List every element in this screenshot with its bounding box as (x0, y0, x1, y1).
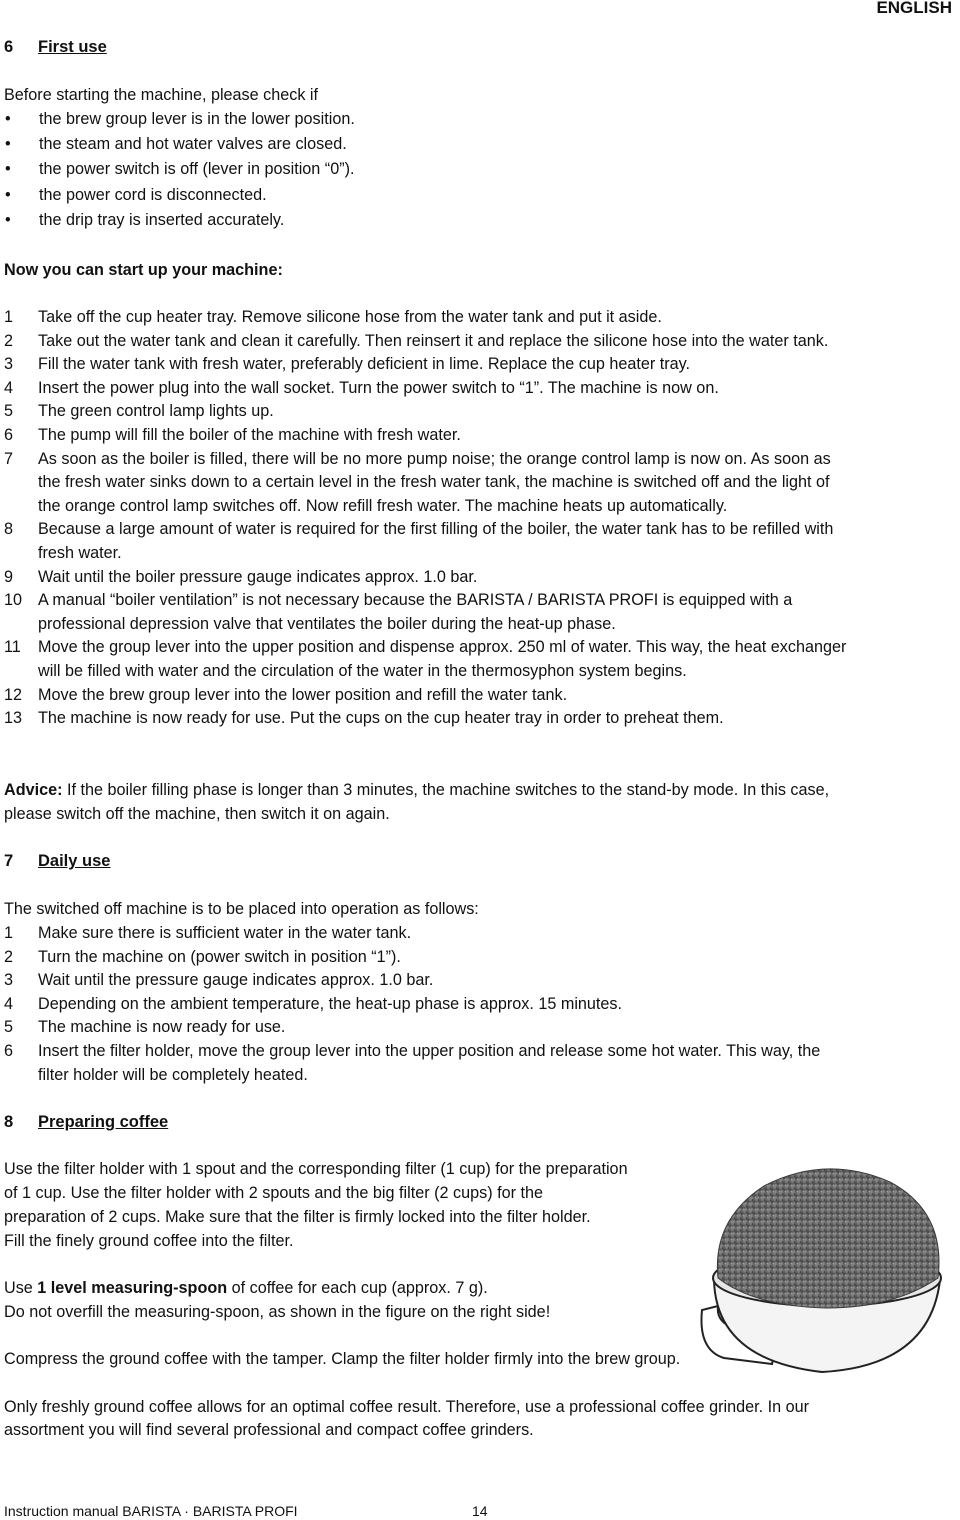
step-item (4, 1042, 954, 1089)
step-number: 10 (4, 591, 23, 610)
coffee-para-1-line-4: Fill the finely ground coffee into the filter. (4, 1232, 294, 1250)
step-number: 6 (4, 426, 14, 444)
check-item-text: the drip tray is inserted accurately. (39, 211, 285, 229)
section-7-heading (4, 852, 110, 871)
bullet-icon: • (5, 186, 11, 204)
step-text: Move the brew group lever into the lower position and refill the water tank. (38, 685, 568, 704)
step-text: Move the group lever into the upper position and dispense approx. 250 ml of water. This way, the heat exchanger (38, 638, 847, 657)
step-item (4, 971, 954, 995)
step-text: Fill the water tank with fresh water, preferably deficient in lime. Replace the cup heater tray. (38, 355, 691, 374)
startup-title: Now you can start up your machine: (4, 261, 283, 279)
step-text: will be filled with water and the circulation of the water in the thermosyphon system begins. (38, 661, 687, 680)
step-item (4, 426, 954, 450)
coffee-para-2-line-1 (4, 1279, 488, 1298)
heaped-coffee (717, 1169, 939, 1308)
step-text: Make sure there is sufficient water in the water tank. (38, 924, 412, 942)
step-item (4, 568, 954, 592)
step-text: fresh water. (38, 543, 122, 562)
advice-line-1 (4, 781, 829, 800)
step-number: 8 (4, 520, 14, 539)
bullet-icon: • (5, 160, 11, 178)
check-intro: Before starting the machine, please check if (4, 86, 319, 104)
measuring-spoon-emphasis: 1 level measuring-spoon (37, 1279, 228, 1297)
step-number: 12 (4, 685, 23, 704)
coffee-para-1-line-2: of 1 cup. Use the filter holder with 2 spouts and the big filter (2 cups) for the (4, 1184, 543, 1202)
step-number: 2 (4, 947, 14, 966)
step-text: professional depression valve that ventilates the boiler during the heat-up phase. (38, 614, 616, 633)
step-item (4, 948, 954, 972)
bullet-icon: • (5, 135, 11, 153)
step-text: As soon as the boiler is filled, there will be no more pump noise; the orange control lamp is now on. As soon as (38, 449, 831, 468)
coffee-para-2-post: of coffee for each cup (approx. 7 g). (227, 1279, 488, 1297)
coffee-para-2-line-2: Do not overfill the measuring-spoon, as shown in the figure on the right side! (4, 1303, 551, 1321)
step-item (4, 709, 954, 733)
step-text: Take off the cup heater tray. Remove silicone hose from the water tank and put it aside. (38, 308, 662, 326)
section-8-title: Preparing coffee (38, 1113, 169, 1131)
step-text: The green control lamp lights up. (38, 402, 274, 421)
step-number: 3 (4, 971, 14, 990)
step-number: 5 (4, 402, 14, 421)
advice-line-2: please switch off the machine, then switch it on again. (4, 805, 390, 823)
step-text: Wait until the pressure gauge indicates approx. 1.0 bar. (38, 971, 434, 990)
step-item (4, 379, 954, 403)
step-item (4, 1018, 954, 1042)
step-item (4, 402, 954, 426)
page-number: 14 (472, 1503, 488, 1519)
step-number: 7 (4, 449, 14, 468)
section-7-title: Daily use (38, 852, 111, 870)
step-item (4, 308, 954, 332)
coffee-para-1-line-1: Use the filter holder with 1 spout and the corresponding filter (1 cup) for the preparation (4, 1160, 628, 1178)
coffee-para-3: Compress the ground coffee with the tamper. Clamp the filter holder firmly into the brew group. (4, 1350, 681, 1368)
advice-text-1: If the boiler filling phase is longer than 3 minutes, the machine switches to the stand-by mode. In this case, (62, 781, 830, 799)
step-text: the orange control lamp switches off. Now refill fresh water. The machine heats up automatically. (38, 496, 728, 515)
step-item (4, 332, 954, 356)
step-item (4, 924, 954, 948)
section-6-heading (4, 38, 107, 57)
step-text: Wait until the boiler pressure gauge indicates approx. 1.0 bar. (38, 567, 478, 586)
step-number: 1 (4, 924, 14, 942)
step-item (4, 686, 954, 710)
measuring-spoon-illustration (694, 1160, 956, 1378)
step-item (4, 995, 954, 1019)
check-item (4, 211, 284, 230)
check-item-text: the brew group lever is in the lower position. (39, 110, 355, 128)
step-text: Because a large amount of water is required for the first filling of the boiler, the water tank has to be refilled with (38, 520, 834, 539)
daily-use-intro: The switched off machine is to be placed into operation as follows: (4, 900, 479, 918)
step-text: A manual “boiler ventilation” is not necessary because the BARISTA / BARISTA PROFI is equipped with a (38, 591, 793, 610)
section-8-heading (4, 1113, 168, 1132)
check-item (4, 160, 354, 179)
check-item-text: the power switch is off (lever in position “0”). (39, 160, 355, 178)
step-item (4, 520, 954, 567)
step-text: Insert the power plug into the wall socket. Turn the power switch to “1”. The machine is now on. (38, 378, 719, 397)
bullet-icon: • (5, 211, 11, 229)
section-6-title: First use (38, 38, 107, 56)
step-text: The pump will fill the boiler of the machine with fresh water. (38, 426, 461, 444)
section-7-number: 7 (4, 852, 14, 870)
check-item (4, 135, 347, 154)
step-text: Insert the filter holder, move the group lever into the upper position and release some hot water. This way, the (38, 1042, 821, 1060)
coffee-para-4-line-2: assortment you will find several professional and compact coffee grinders. (4, 1421, 534, 1439)
bullet-icon: • (5, 110, 11, 128)
step-number: 6 (4, 1042, 14, 1060)
advice-label: Advice: (4, 781, 63, 799)
step-number: 4 (4, 994, 14, 1013)
check-item (4, 110, 355, 129)
step-number: 9 (4, 567, 14, 586)
step-item (4, 638, 954, 685)
check-item (4, 186, 267, 205)
step-text: The machine is now ready for use. (38, 1018, 286, 1037)
step-number: 2 (4, 331, 14, 350)
step-number: 4 (4, 378, 14, 397)
step-number: 3 (4, 355, 14, 374)
step-item (4, 355, 954, 379)
language-label: ENGLISH (876, 0, 952, 17)
step-text: the fresh water sinks down to a certain level in the fresh water tank, the machine is switched off and the light of (38, 473, 830, 492)
step-number: 13 (4, 709, 23, 728)
section-6-number: 6 (4, 38, 14, 56)
step-text: The machine is now ready for use. Put the cups on the cup heater tray in order to preheat them. (38, 709, 724, 728)
section-8-number: 8 (4, 1113, 14, 1131)
step-text: Turn the machine on (power switch in position “1”). (38, 947, 401, 966)
check-item-text: the power cord is disconnected. (39, 186, 267, 204)
coffee-para-1-line-3: preparation of 2 cups. Make sure that the filter is firmly locked into the filter holder. (4, 1208, 591, 1226)
coffee-para-2-pre: Use (4, 1279, 38, 1297)
step-number: 1 (4, 308, 14, 326)
step-text: Depending on the ambient temperature, the heat-up phase is approx. 15 minutes. (38, 994, 623, 1013)
step-item (4, 450, 954, 521)
coffee-para-4-line-1: Only freshly ground coffee allows for an optimal coffee result. Therefore, use a professional coffee grinder. In our (4, 1398, 810, 1416)
footer-manual-title: Instruction manual BARISTA · BARISTA PROFI (4, 1503, 298, 1519)
check-item-text: the steam and hot water valves are closed. (39, 135, 347, 153)
step-number: 11 (4, 638, 21, 657)
step-number: 5 (4, 1018, 14, 1037)
step-item (4, 591, 954, 638)
step-text: Take out the water tank and clean it carefully. Then reinsert it and replace the silicone hose into the water tank. (38, 331, 829, 350)
step-text: filter holder will be completely heated. (38, 1065, 308, 1084)
